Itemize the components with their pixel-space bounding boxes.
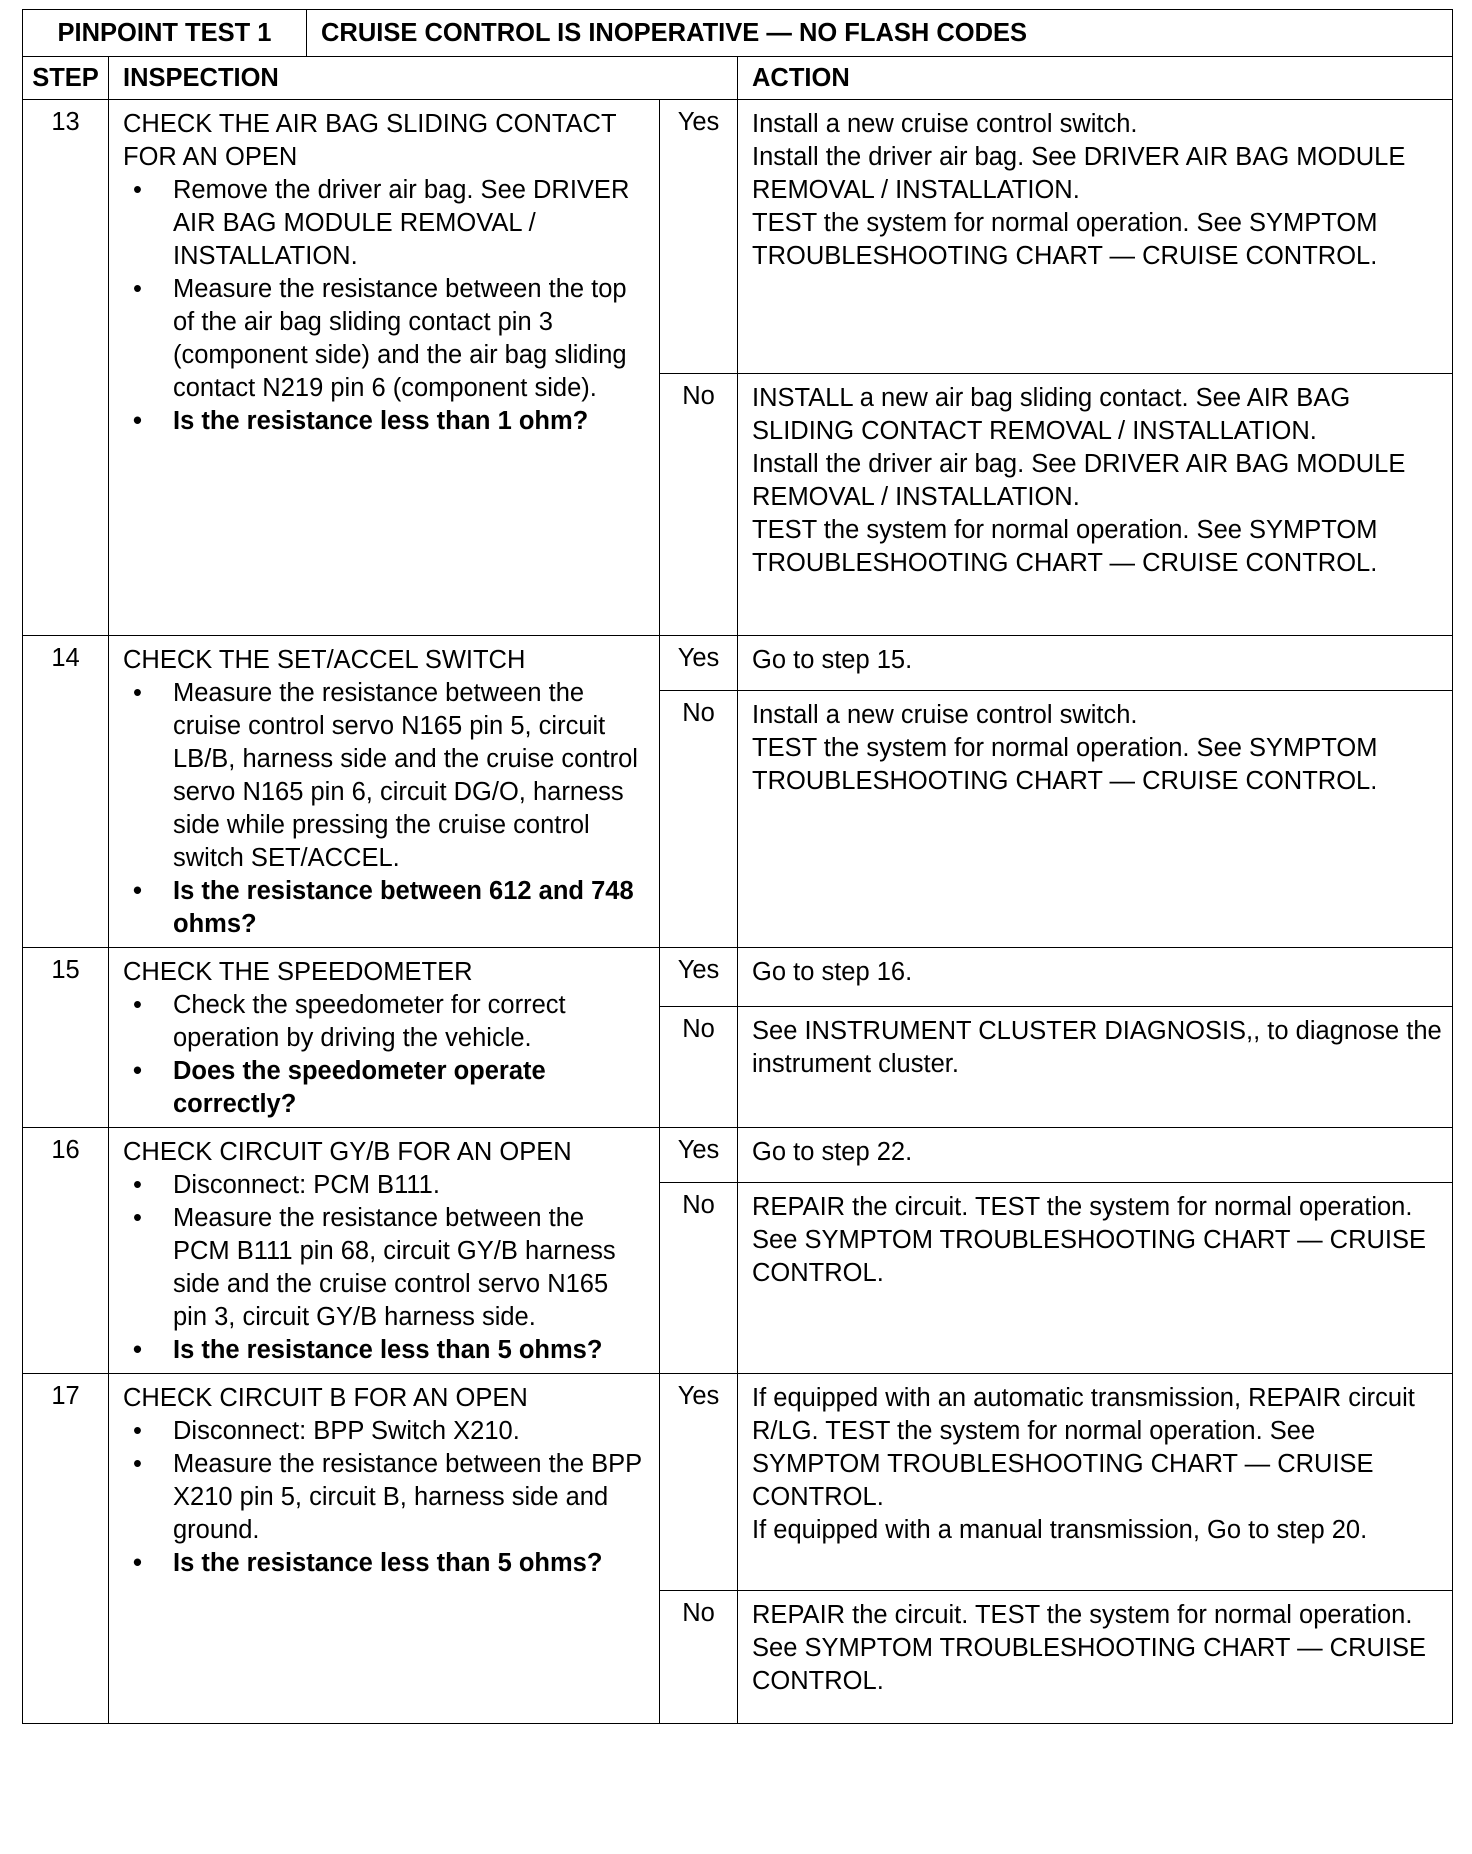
inspection-bullets [123,989,647,1121]
inspection-bullets [123,1415,647,1580]
yes-action-line: Go to step 15. [752,646,913,674]
step-number: 15 [23,948,109,1128]
inspection-heading: CHECK CIRCUIT B FOR AN OPEN [123,1384,528,1412]
inspection-cell [109,948,660,1128]
yes-action-line: Go to step 16. [752,958,913,986]
no-action-line: REPAIR the circuit. TEST the system for normal operation. See SYMPTOM TROUBLESHOOTING CHART — CRUISE CONTROL. [752,1601,1427,1695]
pinpoint-test-table [22,9,1452,1724]
yes-action-line: If equipped with an automatic transmission, REPAIR circuit R/LG. TEST the system for normal operation. See SYMPTOM TROUBLESHOOTING CHART — CRUISE CONTROL. [752,1384,1415,1511]
inspection-bullet: • Measure the resistance between the PCM B111 pin 68, circuit GY/B harness side and the cruise control servo N165 pin 3, circuit GY/B harness side. [123,1202,647,1334]
inspection-heading: CHECK THE AIR BAG SLIDING CONTACT FOR AN OPEN [123,110,617,171]
inspection-bullet: • Measure the resistance between the cruise control servo N165 pin 5, circuit LB/B, harness side and the cruise control servo N165 pin 6, circuit DG/O, harness side while pressing the cruise control switch SET/ACCEL. [123,677,647,875]
yes-action-line: Install the driver air bag. See DRIVER AIR BAG MODULE REMOVAL / INSTALLATION. [752,143,1406,204]
inspection-heading: CHECK THE SPEEDOMETER [123,958,473,986]
inspection-heading: CHECK THE SET/ACCEL SWITCH [123,646,526,674]
no-label: No [660,374,738,636]
step-row [23,636,1453,691]
yes-label: Yes [660,1374,738,1591]
no-action-line: Install the driver air bag. See DRIVER AIR BAG MODULE REMOVAL / INSTALLATION. [752,450,1406,511]
step-row [23,1374,1453,1591]
no-action-cell [738,374,1453,636]
yes-action-line: Install a new cruise control switch. [752,110,1138,138]
inspection-question: • Is the resistance less than 1 ohm? [123,405,647,438]
inspection-cell [109,1374,660,1724]
no-action-line: INSTALL a new air bag sliding contact. See AIR BAG SLIDING CONTACT REMOVAL / INSTALLATION. [752,384,1351,445]
yes-action-cell [738,1374,1453,1591]
step-row [23,100,1453,374]
inspection-cell [109,1128,660,1374]
inspection-question: • Is the resistance between 612 and 748 ohms? [123,875,647,941]
yes-label: Yes [660,636,738,691]
no-action-line: TEST the system for normal operation. See SYMPTOM TROUBLESHOOTING CHART — CRUISE CONTROL. [752,516,1378,577]
no-action-cell [738,1007,1453,1128]
step-number: 14 [23,636,109,948]
step-row [23,1128,1453,1183]
column-header-action: ACTION [738,57,1453,100]
yes-action-line: Go to step 22. [752,1138,913,1166]
yes-action-cell [738,1128,1453,1183]
step-number: 17 [23,1374,109,1724]
no-label: No [660,691,738,948]
step-row [23,948,1453,1007]
yes-label: Yes [660,1128,738,1183]
column-header-row [23,57,1453,100]
inspection-bullet: • Disconnect: PCM B111. [123,1169,647,1202]
inspection-question: • Does the speedometer operate correctly? [123,1055,647,1121]
no-action-cell [738,1591,1453,1724]
inspection-bullets [123,1169,647,1367]
no-action-line: TEST the system for normal operation. See SYMPTOM TROUBLESHOOTING CHART — CRUISE CONTROL. [752,734,1378,796]
step-number: 13 [23,100,109,636]
yes-action-line: TEST the system for normal operation. See SYMPTOM TROUBLESHOOTING CHART — CRUISE CONTROL. [752,209,1378,270]
inspection-bullets [123,677,647,941]
yes-action-cell [738,948,1453,1007]
no-action-line: Install a new cruise control switch. [752,701,1138,730]
inspection-question: • Is the resistance less than 5 ohms? [123,1334,647,1367]
inspection-cell [109,100,660,636]
inspection-bullets [123,174,647,438]
table-title-row [23,10,1453,57]
inspection-cell [109,636,660,948]
inspection-bullet: • Remove the driver air bag. See DRIVER AIR BAG MODULE REMOVAL / INSTALLATION. [123,174,647,273]
no-action-line: See INSTRUMENT CLUSTER DIAGNOSIS,, to diagnose the instrument cluster. [752,1017,1442,1079]
column-header-inspection: INSPECTION [109,57,738,100]
no-label: No [660,1183,738,1374]
inspection-heading: CHECK CIRCUIT GY/B FOR AN OPEN [123,1138,572,1166]
column-header-step: STEP [23,57,109,100]
yes-action-cell [738,636,1453,691]
no-label: No [660,1591,738,1724]
inspection-bullet: • Disconnect: BPP Switch X210. [123,1415,647,1448]
test-id: PINPOINT TEST 1 [23,10,307,57]
step-number: 16 [23,1128,109,1374]
no-action-line: REPAIR the circuit. TEST the system for normal operation. See SYMPTOM TROUBLESHOOTING CHART — CRUISE CONTROL. [752,1193,1427,1288]
inspection-bullet: • Check the speedometer for correct operation by driving the vehicle. [123,989,647,1055]
test-title: CRUISE CONTROL IS INOPERATIVE — NO FLASH CODES [307,10,1453,57]
yes-label: Yes [660,100,738,374]
inspection-question: • Is the resistance less than 5 ohms? [123,1547,647,1580]
no-action-cell [738,1183,1453,1374]
yes-action-line: If equipped with a manual transmission, Go to step 20. [752,1516,1368,1544]
no-action-cell [738,691,1453,948]
inspection-bullet: • Measure the resistance between the top of the air bag sliding contact pin 3 (component side) and the air bag sliding contact N219 pin 6 (component side). [123,273,647,405]
yes-action-cell [738,100,1453,374]
no-label: No [660,1007,738,1128]
yes-label: Yes [660,948,738,1007]
inspection-bullet: • Measure the resistance between the BPP X210 pin 5, circuit B, harness side and ground. [123,1448,647,1547]
